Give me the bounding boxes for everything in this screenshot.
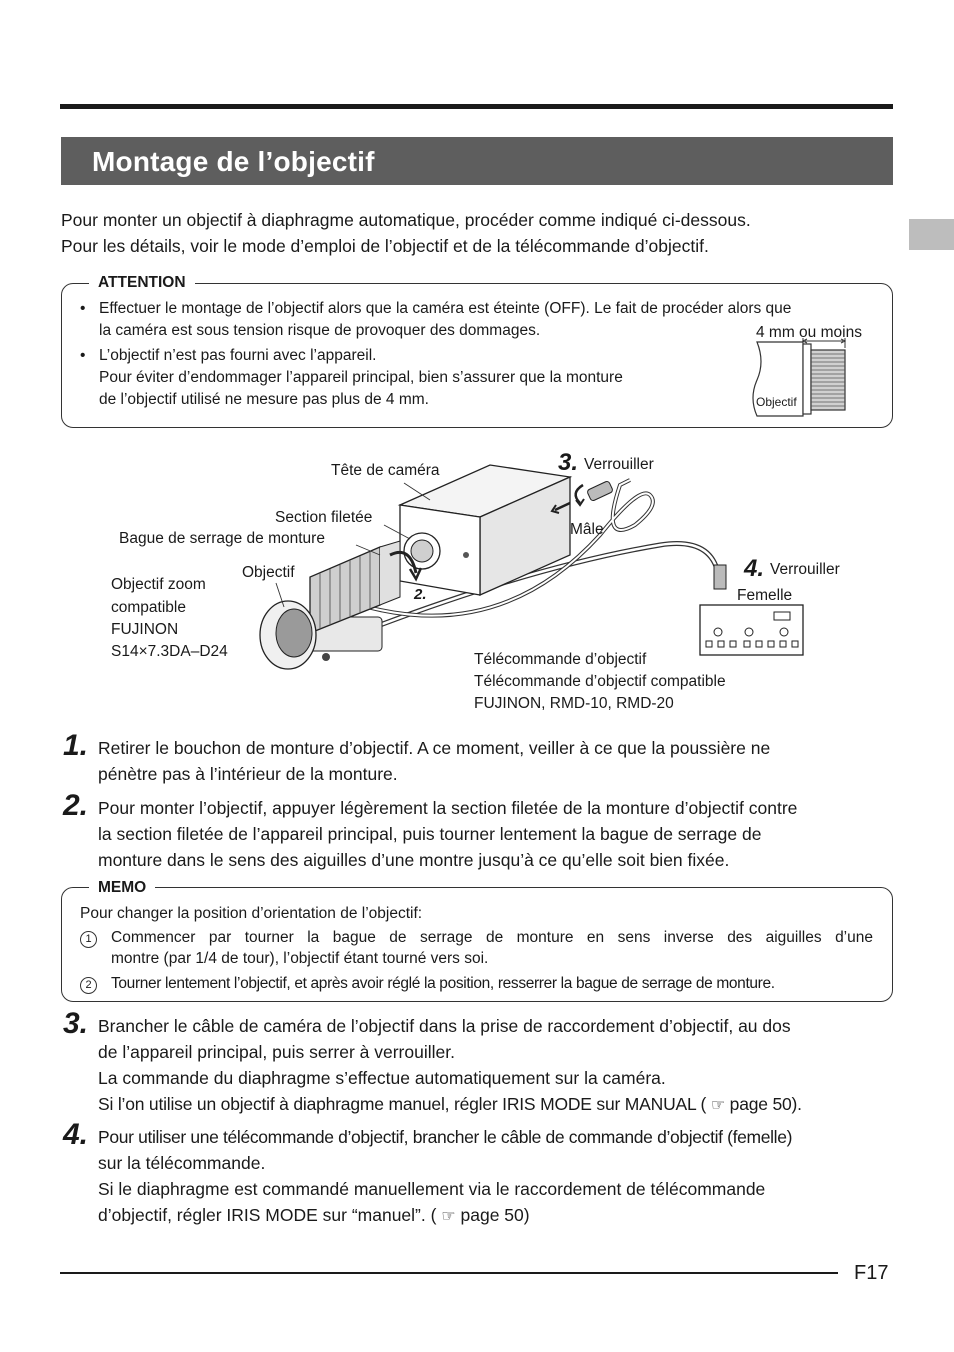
page-reference: page 50) <box>455 1205 530 1225</box>
remote-label: FUJINON, RMD-10, RMD-20 <box>474 695 674 712</box>
step-line: sur la télécommande. <box>98 1153 266 1173</box>
diagram-step2-number: 2. <box>414 586 427 603</box>
bullet-text: la caméra est sous tension risque de provoquer des dommages. <box>99 322 541 339</box>
step-line: de l’appareil principal, puis serrer à verrouiller. <box>98 1042 455 1062</box>
circled-number: 2 <box>80 977 97 994</box>
inset-lens-label: Objectif <box>756 395 797 409</box>
bottom-rule <box>60 1272 838 1274</box>
step-1-text <box>98 735 891 787</box>
mount-ring-label: Bague de serrage de monture <box>119 530 325 547</box>
step-number: 4. <box>63 1118 89 1151</box>
diagram-step4-label: Verrouiller <box>770 561 840 578</box>
diagram-step4-number: 4. <box>744 555 765 582</box>
diagram-step3-label: Verrouiller <box>584 456 654 473</box>
step-3-text <box>98 1013 891 1119</box>
step-number: 1. <box>63 729 89 762</box>
step-line: monture dans le sens des aiguilles d’une montre jusqu’à ce qu’elle soit bien fixée. <box>98 850 730 870</box>
step-2-text <box>98 795 891 873</box>
attention-label: ATTENTION <box>89 274 195 292</box>
page-number: F17 <box>854 1262 889 1284</box>
pointing-hand-icon: ☞ <box>441 1208 456 1225</box>
step-line: Brancher le câble de caméra de l’objectif dans la prise de raccordement d’objectif, au dos <box>98 1016 791 1036</box>
memo-line: montre (par 1/4 de tour), l’objectif étant tourné vers soi. <box>111 950 489 967</box>
zoom-lens-label: Objectif zoom <box>111 576 206 593</box>
bullet-text: Pour éviter d’endommager l’appareil principal, bien s’assurer que la monture <box>99 369 623 386</box>
diagram-step3-number: 3. <box>558 449 579 476</box>
title-bar <box>61 137 893 185</box>
memo-line: Commencer par tourner la bague de serrage de monture en sens inverse des aiguilles d’une <box>111 929 873 946</box>
zoom-lens-label: FUJINON <box>111 621 179 638</box>
memo-item-1 <box>111 927 873 969</box>
intro-paragraph <box>61 207 893 259</box>
step-number: 2. <box>63 789 89 822</box>
zoom-lens-label: S14×7.3DA–D24 <box>111 643 228 660</box>
bullet-text: de l’objectif utilisé ne mesure pas plus de 4 mm. <box>99 391 429 408</box>
inset-measure-label: 4 mm ou moins <box>756 324 862 341</box>
top-rule <box>60 104 893 109</box>
step-line-text: d’objectif, régler IRIS MODE sur “manuel”. ( <box>98 1205 442 1225</box>
step-line: Pour monter l’objectif, appuyer légèrement la section filetée de la monture d’objectif contre <box>98 798 798 818</box>
step-line: la section filetée de l’appareil principal, puis tourner lentement la bague de serrage de <box>98 824 762 844</box>
step-line: pénètre pas à l’intérieur de la monture. <box>98 764 398 784</box>
threaded-section-label: Section filetée <box>275 509 373 526</box>
memo-intro: Pour changer la position d’orientation de l’objectif: <box>80 905 423 922</box>
memo-label: MEMO <box>89 879 155 897</box>
page-reference: page 50). <box>725 1094 802 1114</box>
section-tab-marker <box>909 219 954 250</box>
step-line: Pour utiliser une télécommande d’objectif, brancher le câble de commande d’objectif (femelle) <box>98 1127 793 1147</box>
lens-label: Objectif <box>242 564 295 581</box>
step-number: 3. <box>63 1007 89 1040</box>
pointing-hand-icon: ☞ <box>710 1097 725 1114</box>
step-line: Si le diaphragme est commandé manuellement via le raccordement de télécommande <box>98 1179 766 1199</box>
bullet-text: L’objectif n’est pas fourni avec l’appareil. <box>99 347 377 364</box>
remote-label: Télécommande d’objectif compatible <box>474 673 726 690</box>
bullet-dot: • <box>80 300 86 317</box>
male-connector-label: Mâle <box>570 521 604 538</box>
step-line: La commande du diaphragme s’effectue automatiquement sur la caméra. <box>98 1068 666 1088</box>
step-4-text <box>98 1124 891 1230</box>
memo-item-2-marker <box>80 975 97 994</box>
camera-head-label: Tête de caméra <box>331 462 440 479</box>
remote-label: Télécommande d’objectif <box>474 651 647 668</box>
intro-line: Pour monter un objectif à diaphragme automatique, procéder comme indiqué ci-dessous. <box>61 210 751 230</box>
step-line: Retirer le bouchon de monture d’objectif. A ce moment, veiller à ce que la poussière ne <box>98 738 771 758</box>
intro-line: Pour les détails, voir le mode d’emploi de l’objectif et de la télécommande d’objectif. <box>61 236 709 256</box>
step-line-text: Si l’on utilise un objectif à diaphragme manuel, régler IRIS MODE sur MANUAL ( <box>98 1094 711 1114</box>
bullet-text: Effectuer le montage de l’objectif alors que la caméra est éteinte (OFF). Le fait de procéder alors que <box>99 300 792 317</box>
circled-number: 1 <box>80 931 97 948</box>
female-connector-label: Femelle <box>737 587 793 604</box>
memo-item-1-marker <box>80 929 97 948</box>
zoom-lens-label: compatible <box>111 599 186 616</box>
step-line <box>98 1202 891 1230</box>
bullet-dot: • <box>80 347 86 364</box>
memo-item-2: Tourner lentement l’objectif, et après avoir réglé la position, resserrer la bague de serrage de monture. <box>111 975 775 992</box>
step-line <box>98 1091 891 1119</box>
page-title: Montage de l’objectif <box>92 146 375 177</box>
